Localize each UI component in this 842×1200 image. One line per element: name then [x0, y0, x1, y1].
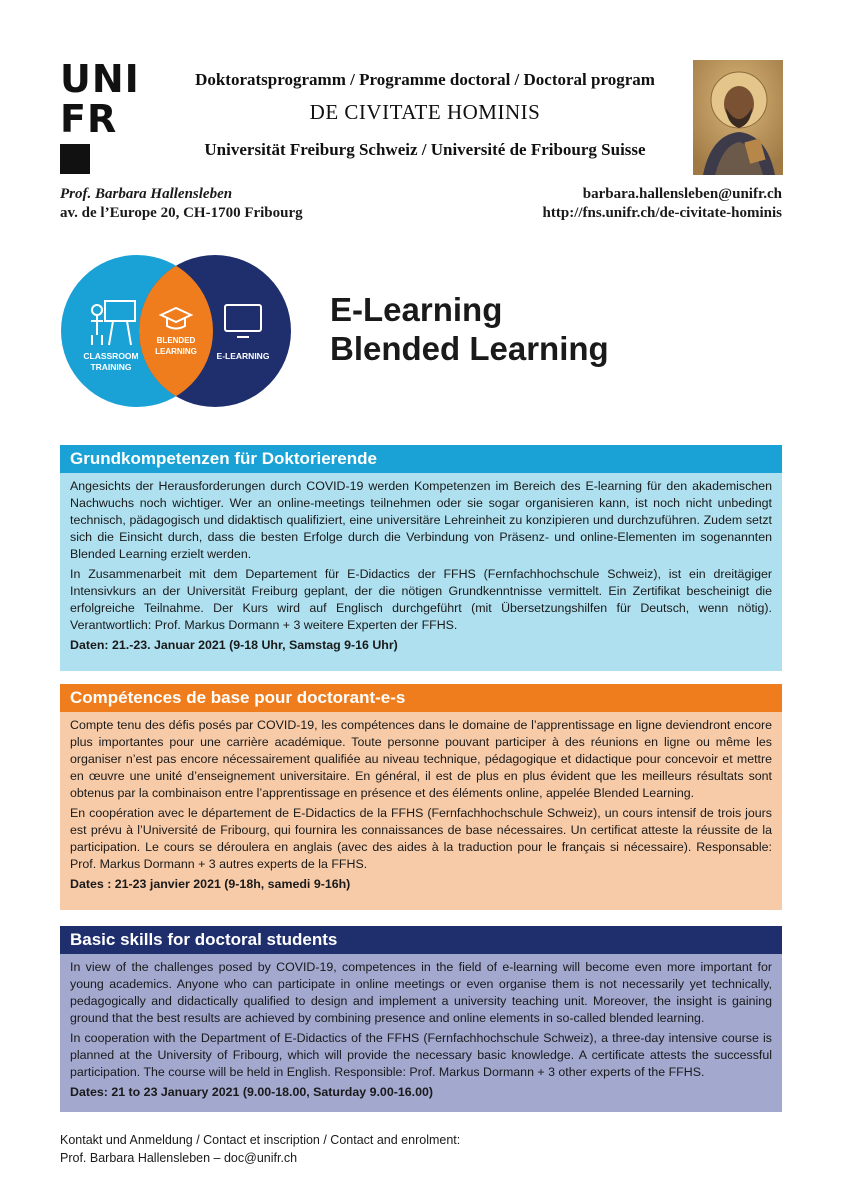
university-name: Universität Freiburg Schweiz / Université de Fribourg Suisse — [204, 140, 646, 159]
page-title — [330, 290, 609, 368]
section-english-heading: Basic skills for doctoral students — [60, 926, 782, 954]
contact-address: av. de l’Europe 20, CH-1700 Fribourg — [60, 205, 303, 221]
section-german-body — [60, 473, 782, 671]
classroom-label-1: CLASSROOM — [83, 351, 139, 361]
logo-square — [60, 144, 90, 174]
section-french-heading: Compétences de base pour doctorant-e-s — [60, 684, 782, 712]
title-line-1: E-Learning — [330, 291, 503, 328]
blended-label-2: LEARNING — [155, 347, 197, 356]
section-german-dates: Daten: 21.-23. Januar 2021 (9-18 Uhr, Samstag 9-16 Uhr) — [70, 638, 398, 652]
section-french-dates: Dates : 21-23 janvier 2021 (9-18h, samedi 9-16h) — [70, 877, 351, 891]
section-english-dates: Dates: 21 to 23 January 2021 (9.00-18.00, Saturday 9.00-16.00) — [70, 1085, 433, 1099]
contact-url[interactable]: http://fns.unifr.ch/de-civitate-hominis — [542, 205, 782, 221]
section-english-body — [60, 954, 782, 1112]
footer-line-1: Kontakt und Anmeldung / Contact et inscription / Contact and enrolment: — [60, 1133, 461, 1147]
section-english-paragraph-1: In view of the challenges posed by COVID-19, competences in the field of e-learning will become even more important for young academics. Anyone who can participate in online meetings or even organise them is not necessarily yet technically, pedagogically and didactically qualified to design and implement a university teaching unit. Moreover, the insight is gaining ground that the best results are achieved by combining presence and online elements in so-called blended learning. — [70, 960, 772, 1025]
footer-contact — [60, 1131, 460, 1167]
contact-email[interactable]: barbara.hallensleben@unifr.ch — [582, 186, 782, 202]
section-french-paragraph-2: En coopération avec le département de E-Didactics de la FFHS (Fernfachhochschule Schweiz), un cours intensif de trois jours est prévu à l’Université de Fribourg, qui fournira les connaissances de base nécessaires. Un certificat atteste la réussite de la participation. Le cours se déroulera en anglais (avec des aides à la traduction pour le français si nécessaire). Responsable: Prof. Markus Dormann + 3 autres experts de la FFHS. — [70, 806, 772, 871]
blended-label-1: BLENDED — [156, 336, 196, 345]
logo-text-fr: FR — [60, 97, 118, 141]
portrait-image — [693, 60, 783, 175]
footer-line-2[interactable]: Prof. Barbara Hallensleben – doc@unifr.ch — [60, 1151, 298, 1165]
unifr-logo — [60, 57, 160, 175]
section-german-heading: Grundkompetenzen für Doktorierende — [60, 445, 782, 473]
section-german — [60, 445, 782, 671]
title-line-2: Blended Learning — [330, 330, 609, 367]
program-line: Doktoratsprogramm / Programme doctoral / Doctoral program — [195, 70, 655, 89]
contact-name: Prof. Barbara Hallensleben — [60, 186, 233, 202]
logo-text-uni: UNI — [60, 57, 140, 101]
section-french-body — [60, 712, 782, 910]
section-german-paragraph-1: Angesichts der Herausforderungen durch COVID-19 werden Kompetenzen im Bereich des E-learning für den akademischen Nachwuchs noch wichtiger. Wer an online-meetings teilnehmen oder sie sogar organisieren kann, ist noch nicht unbedingt technisch, pädagogisch und didaktisch qualifiziert, eine universitäre Lehreinheit zu konzipieren und durchzuführen. Zudem setzt sich die Einsicht durch, dass die besten Erfolge durch die Verbindung von Präsenz- und online-Elementen im sogenannten Blended Learning erzielt werden. — [70, 479, 772, 561]
program-name: DE CIVITATE HOMINIS — [309, 100, 541, 124]
section-english — [60, 926, 782, 1112]
section-german-paragraph-2: In Zusammenarbeit mit dem Departement für E-Didactics der FFHS (Fernfachhochschule Schweiz), ist ein dreitägiger Intensivkurs an der Universität Freiburg geplant, der die nötigen Grundkenntnisse vermittelt. Ein Zertifikat bescheinigt die erfolgreiche Teilnahme. Der Kurs wird auf Englisch durchgeführt (mit Übersetzungshilfen für Deutsch, wenn nötig). Verantwortlich: Prof. Markus Dormann + 3 weitere Experten der FFHS. — [70, 567, 772, 632]
contact-right — [543, 185, 782, 223]
elearning-label: E-LEARNING — [216, 351, 270, 361]
section-french — [60, 684, 782, 910]
section-english-paragraph-2: In cooperation with the Department of E-Didactics of the FFHS (Fernfachhochschule Schweiz), a three-day intensive course is planned at the University of Fribourg, which will provide the necessary basic knowledge. A certificate attests the successful participation. The course will be held in English. Responsible: Prof. Markus Dormann + 3 other experts of the FFHS. — [70, 1031, 772, 1079]
section-french-paragraph-1: Compte tenu des défis posés par COVID-19, les compétences dans le domaine de l’apprentissage en ligne deviendront encore plus importantes pour une carrière académique. Toute personne pouvant participer à des réunions en ligne ou même les organiser n’est pas encore nécessairement qualifiée au niveau technique, pédagogique et didactique pour concevoir et mettre en œuvre une unité d’enseignement universitaire. En général, il est de plus en plus évident que les meilleurs résultats sont obtenus par la combinaison entre l’apprentissage en présence et des éléments online, appelée Blended Learning. — [70, 718, 772, 800]
contact-left — [60, 185, 303, 223]
classroom-label-2: TRAINING — [90, 362, 132, 372]
blended-learning-diagram — [55, 255, 295, 410]
